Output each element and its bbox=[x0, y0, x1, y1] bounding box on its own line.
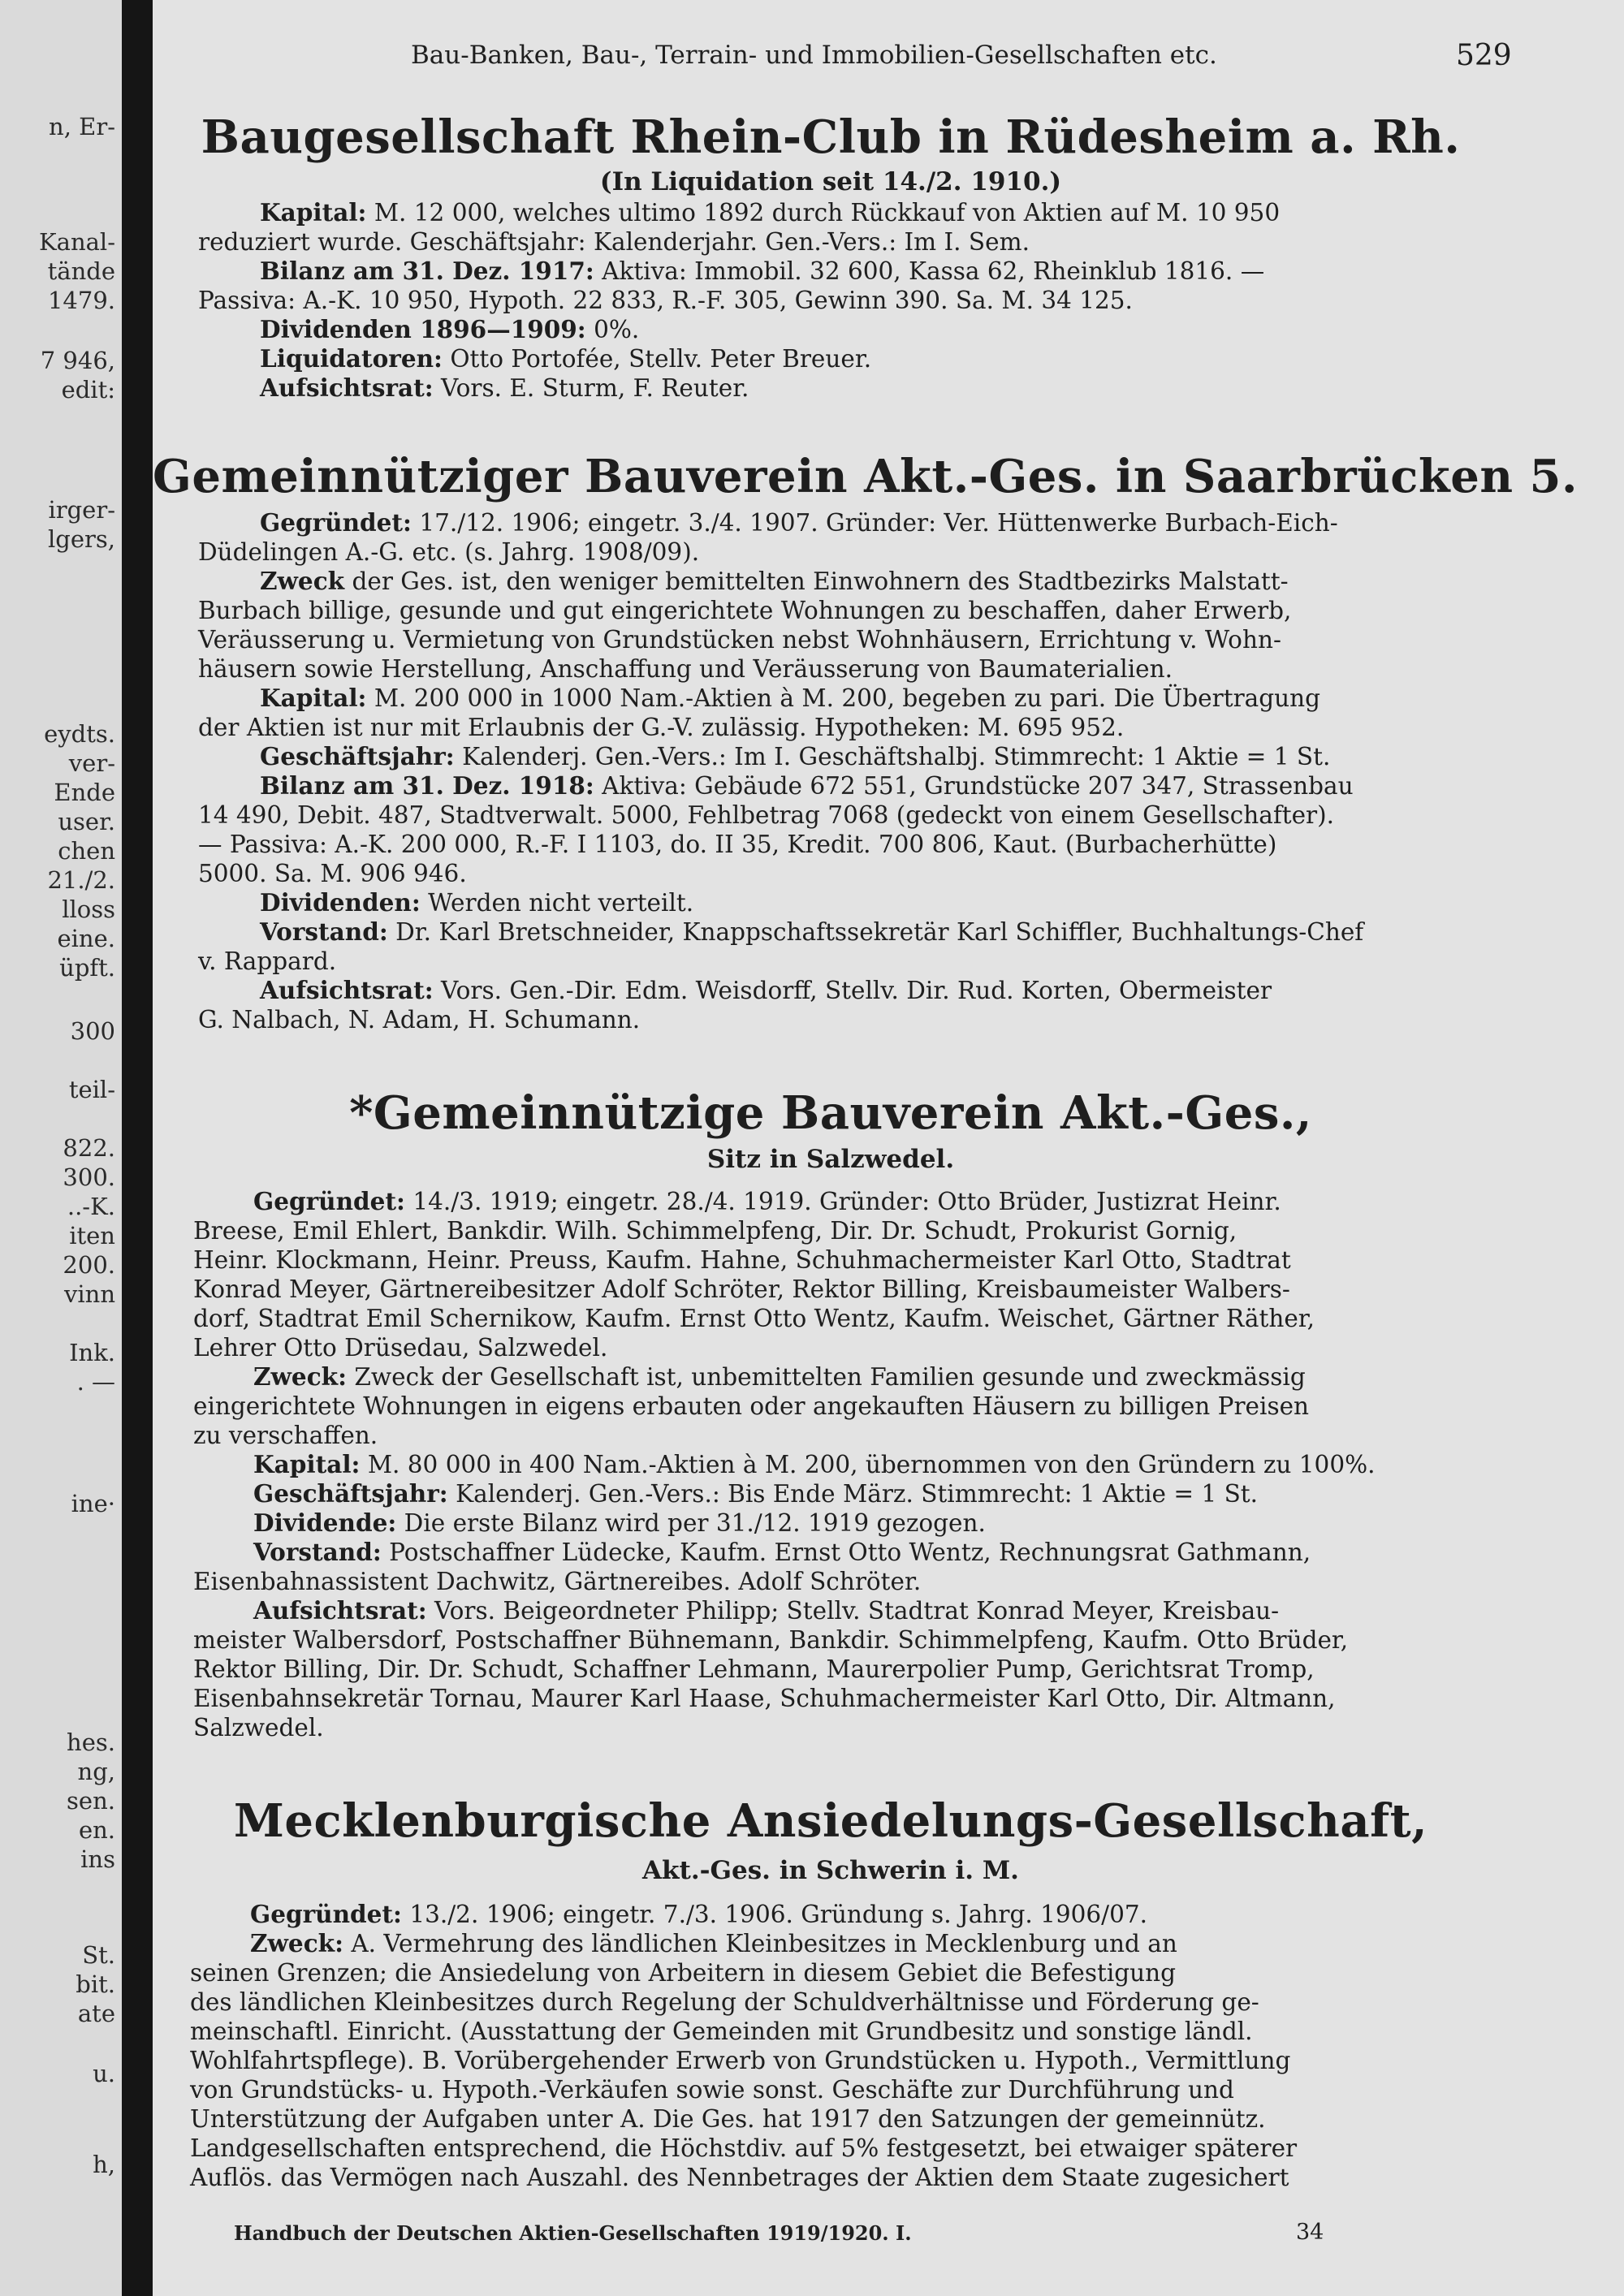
entry-line: Dividende: Die erste Bilanz wird per 31./12. 1919 gezogen. bbox=[253, 1508, 986, 1537]
page-number: 529 bbox=[1456, 39, 1512, 72]
entry-line: meister Walbersdorf, Postschaffner Bühnemann, Bankdir. Schimmelpfeng, Kaufm. Otto Brüder, bbox=[193, 1626, 1349, 1654]
entry-line: Passiva: A.-K. 10 950, Hypoth. 22 833, R.-F. 305, Gewinn 390. Sa. M. 34 125. bbox=[198, 287, 1133, 314]
entry-line: Aufsichtsrat: Vors. Gen.-Dir. Edm. Weisdorff, Stellv. Dir. Rud. Korten, Obermeister bbox=[260, 976, 1272, 1004]
left-page-line: Ende bbox=[54, 779, 115, 806]
left-page-line: bit. bbox=[76, 1970, 115, 1998]
left-page-line: ins bbox=[80, 1845, 115, 1873]
left-page-line: Kanal- bbox=[39, 228, 115, 256]
left-page-line: hes. bbox=[67, 1728, 115, 1756]
left-page-line: iten bbox=[69, 1222, 115, 1249]
entry-line: 14 490, Debit. 487, Stadtverwalt. 5000, Fehlbetrag 7068 (gedeckt von einem Gesellschafter). bbox=[198, 801, 1335, 829]
entry-line: seinen Grenzen; die Ansiedelung von Arbeitern in diesem Gebiet die Befestigung bbox=[190, 1959, 1177, 1987]
entry-line: Liquidatoren: Otto Portofée, Stellv. Peter Breuer. bbox=[260, 344, 872, 373]
left-page-line: tände bbox=[47, 257, 115, 285]
entry-line: Kapital: M. 12 000, welches ultimo 1892 durch Rückkauf von Aktien auf M. 10 950 bbox=[260, 198, 1281, 227]
entry-line: Dividenden: Werden nicht verteilt. bbox=[260, 888, 694, 917]
entry-line: zu verschaffen. bbox=[193, 1422, 378, 1449]
left-page-line: lloss bbox=[62, 896, 115, 923]
left-page-line: chen bbox=[58, 837, 115, 865]
entry-line: dorf, Stadtrat Emil Schernikow, Kaufm. Ernst Otto Wentz, Kaufm. Weischet, Gärtner Räther, bbox=[193, 1305, 1315, 1332]
entry-line: Veräusserung u. Vermietung von Grundstücken nebst Wohnhäusern, Errichtung v. Wohn- bbox=[198, 626, 1281, 654]
section-subtitle: (In Liquidation seit 14./2. 1910.) bbox=[599, 167, 1062, 196]
entry-line: Gegründet: 17./12. 1906; eingetr. 3./4. 1907. Gründer: Ver. Hüttenwerke Burbach-Eich- bbox=[260, 508, 1338, 537]
left-page-line: ver- bbox=[68, 749, 115, 777]
left-page-line: St. bbox=[82, 1941, 115, 1969]
left-page-line: 200. bbox=[63, 1251, 115, 1279]
left-page-line: 300 bbox=[70, 1017, 115, 1045]
left-page-line: . — bbox=[76, 1368, 115, 1396]
left-page-line: lgers, bbox=[48, 525, 115, 553]
entry-line: Geschäftsjahr: Kalenderj. Gen.-Vers.: Im I. Geschäftshalbj. Stimmrecht: 1 Aktie = 1 St. bbox=[260, 742, 1331, 770]
entry-line: Bilanz am 31. Dez. 1918: Aktiva: Gebäude 672 551, Grundstücke 207 347, Strassenbau bbox=[260, 771, 1354, 800]
left-page-line: sen. bbox=[67, 1787, 115, 1815]
entry-line: meinschaftl. Einricht. (Ausstattung der Gemeinden mit Grundbesitz und sonstige ländl. bbox=[190, 2018, 1253, 2045]
entry-line: Wohlfahrtspflege). B. Vorübergehender Erwerb von Grundstücken u. Hypoth., Vermittlung bbox=[190, 2047, 1291, 2074]
entry-line: Eisenbahnassistent Dachwitz, Gärtnereibes. Adolf Schröter. bbox=[193, 1568, 922, 1595]
entry-line: Heinr. Klockmann, Heinr. Preuss, Kaufm. Hahne, Schuhmachermeister Karl Otto, Stadtrat bbox=[193, 1246, 1291, 1274]
entry-line: reduziert wurde. Geschäftsjahr: Kalenderjahr. Gen.-Vers.: Im I. Sem. bbox=[198, 228, 1030, 256]
entry-line: G. Nalbach, N. Adam, H. Schumann. bbox=[198, 1006, 641, 1034]
entry-line: Aufsichtsrat: Vors. E. Sturm, F. Reuter. bbox=[260, 373, 749, 402]
left-page-line: en. bbox=[78, 1816, 115, 1844]
entry-line: Zweck: Zweck der Gesellschaft ist, unbemittelten Familien gesunde und zweckmässig bbox=[253, 1362, 1306, 1391]
entry-line: Konrad Meyer, Gärtnereibesitzer Adolf Schröter, Rektor Billing, Kreisbaumeister Walbers- bbox=[193, 1275, 1290, 1303]
entry-line: Rektor Billing, Dir. Dr. Schudt, Schaffner Lehmann, Maurerpolier Pump, Gerichtsrat Tromp, bbox=[193, 1655, 1315, 1683]
left-page-line: eine. bbox=[57, 925, 115, 952]
left-page-line: vinn bbox=[63, 1280, 115, 1308]
entry-line: Aufsichtsrat: Vors. Beigeordneter Philipp; Stellv. Stadtrat Konrad Meyer, Kreisbau- bbox=[253, 1596, 1280, 1625]
entry-line: Burbach billige, gesunde und gut eingerichtete Wohnungen zu beschaffen, daher Erwerb, bbox=[198, 597, 1292, 624]
left-page-line: 300. bbox=[63, 1163, 115, 1191]
left-page-line: 21./2. bbox=[47, 866, 115, 894]
left-page-line: ..-K. bbox=[67, 1193, 115, 1220]
entry-line: Zweck der Ges. ist, den weniger bemittelten Einwohnern des Stadtbezirks Malstatt- bbox=[260, 567, 1289, 595]
left-page-line: u. bbox=[93, 2060, 115, 2087]
entry-line: Vorstand: Dr. Karl Bretschneider, Knappschaftssekretär Karl Schiffler, Buchhaltungs-Chef bbox=[260, 917, 1364, 946]
entry-line: eingerichtete Wohnungen in eigens erbauten oder angekauften Häusern zu billigen Preisen bbox=[193, 1392, 1310, 1420]
left-page-line: ate bbox=[77, 2000, 115, 2027]
left-page-line: irger- bbox=[48, 496, 115, 524]
entry-line: Auflös. das Vermögen nach Auszahl. des Nennbetrages der Aktien dem Staate zugesichert bbox=[190, 2164, 1289, 2191]
left-page-line: edit: bbox=[61, 376, 115, 404]
entry-line: Geschäftsjahr: Kalenderj. Gen.-Vers.: Bis Ende März. Stimmrecht: 1 Aktie = 1 St. bbox=[253, 1479, 1259, 1508]
entry-line: Gegründet: 14./3. 1919; eingetr. 28./4. 1919. Gründer: Otto Brüder, Justizrat Heinr. bbox=[253, 1187, 1281, 1215]
left-page-line: ng, bbox=[77, 1758, 115, 1785]
entry-line: Gegründet: 13./2. 1906; eingetr. 7./3. 1906. Gründung s. Jahrg. 1906/07. bbox=[250, 1900, 1148, 1928]
entry-line: Bilanz am 31. Dez. 1917: Aktiva: Immobil. 32 600, Kassa 62, Rheinklub 1816. — bbox=[260, 257, 1265, 285]
left-page-line: 822. bbox=[63, 1134, 115, 1162]
section-title: *Gemeinnützige Bauverein Akt.-Ges., bbox=[349, 1086, 1312, 1140]
entry-line: 5000. Sa. M. 906 946. bbox=[198, 860, 467, 887]
entry-line: Lehrer Otto Drüsedau, Salzwedel. bbox=[193, 1334, 608, 1362]
entry-line: Dividenden 1896—1909: 0%. bbox=[260, 315, 640, 343]
running-head: Bau-Banken, Bau-, Terrain- und Immobilien-Gesellschaften etc. bbox=[411, 41, 1217, 70]
entry-line: von Grundstücks- u. Hypoth.-Verkäufen sowie sonst. Geschäfte zur Durchführung und bbox=[190, 2076, 1234, 2104]
entry-line: Unterstützung der Aufgaben unter A. Die Ges. hat 1917 den Satzungen der gemeinnütz. bbox=[190, 2105, 1266, 2133]
section-title: Mecklenburgische Ansiedelungs-Gesellschaft, bbox=[233, 1794, 1428, 1848]
section-subtitle: Sitz in Salzwedel. bbox=[706, 1145, 955, 1174]
book-gutter bbox=[122, 0, 153, 2296]
section-title: Baugesellschaft Rhein-Club in Rüdesheim a. Rh. bbox=[201, 110, 1461, 164]
entry-line: Zweck: A. Vermehrung des ländlichen Kleinbesitzes in Mecklenburg und an bbox=[250, 1929, 1177, 1957]
entry-line: häusern sowie Herstellung, Anschaffung und Veräusserung von Baumaterialien. bbox=[198, 655, 1173, 683]
left-page-line: eydts. bbox=[44, 720, 115, 748]
entry-line: v. Rappard. bbox=[198, 947, 337, 975]
entry-line: der Aktien ist nur mit Erlaubnis der G.-V. zulässig. Hypotheken: M. 695 952. bbox=[198, 714, 1125, 741]
left-page-line: n, Er- bbox=[49, 113, 115, 140]
left-page-line: üpft. bbox=[59, 954, 115, 982]
entry-line: — Passiva: A.-K. 200 000, R.-F. I 1103, do. II 35, Kredit. 700 806, Kaut. (Burbacherhütte) bbox=[198, 831, 1277, 858]
left-page-line: 7 946, bbox=[40, 347, 115, 374]
left-page-line: Ink. bbox=[69, 1339, 115, 1366]
section-title: Gemeinnütziger Bauverein Akt.-Ges. in Saarbrücken 5. bbox=[153, 450, 1578, 503]
book-page bbox=[153, 0, 1624, 2296]
entry-line: Kapital: M. 200 000 in 1000 Nam.-Aktien à M. 200, begeben zu pari. Die Übertragung bbox=[260, 684, 1321, 712]
left-page-line: h, bbox=[93, 2151, 115, 2178]
page-footer: Handbuch der Deutschen Aktien-Gesellschaften 1919/1920. I. bbox=[234, 2221, 912, 2245]
entry-line: Landgesellschaften entsprechend, die Höchstdiv. auf 5% festgesetzt, bei etwaiger späterer bbox=[190, 2134, 1298, 2162]
signature-number: 34 bbox=[1296, 2220, 1324, 2245]
section-subtitle: Akt.-Ges. in Schwerin i. M. bbox=[642, 1856, 1019, 1885]
left-page-line: teil- bbox=[68, 1076, 115, 1103]
entry-line: Eisenbahnsekretär Tornau, Maurer Karl Haase, Schuhmachermeister Karl Otto, Dir. Altmann, bbox=[193, 1685, 1336, 1712]
entry-line: des ländlichen Kleinbesitzes durch Regelung der Schuldverhältnisse und Förderung ge- bbox=[190, 1988, 1259, 2016]
left-page-line: 1479. bbox=[47, 287, 115, 314]
entry-line: Vorstand: Postschaffner Lüdecke, Kaufm. Ernst Otto Wentz, Rechnungsrat Gathmann, bbox=[253, 1538, 1311, 1566]
entry-line: Breese, Emil Ehlert, Bankdir. Wilh. Schimmelpfeng, Dir. Dr. Schudt, Prokurist Gornig, bbox=[193, 1217, 1237, 1245]
left-page-line: user. bbox=[58, 808, 115, 835]
entry-line: Düdelingen A.-G. etc. (s. Jahrg. 1908/09). bbox=[198, 538, 700, 566]
left-page-fragment bbox=[0, 0, 122, 2296]
left-page-line: ine· bbox=[71, 1490, 115, 1517]
entry-line: Kapital: M. 80 000 in 400 Nam.-Aktien à M. 200, übernommen von den Gründern zu 100%. bbox=[253, 1450, 1376, 1478]
entry-line: Salzwedel. bbox=[193, 1714, 324, 1741]
